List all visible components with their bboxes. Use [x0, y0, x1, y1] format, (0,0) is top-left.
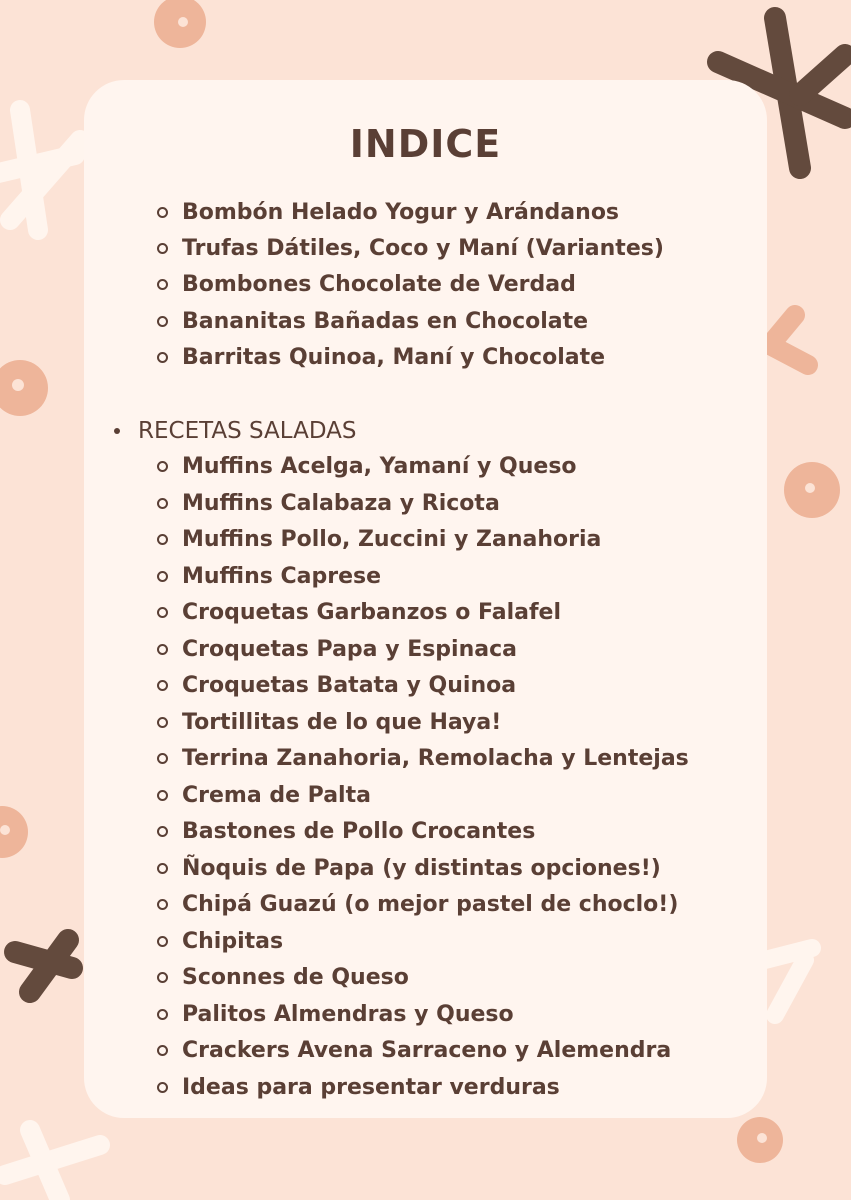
section-heading-salty: RECETAS SALADAS [114, 416, 357, 446]
list-item: Bombón Helado Yogur y Arándanos [157, 198, 619, 228]
circle-bullet-icon [157, 936, 168, 947]
circle-bullet-icon [157, 753, 168, 764]
list-item: Crackers Avena Sarraceno y Alemendra [157, 1036, 671, 1066]
circle-bullet-icon [157, 571, 168, 582]
list-item: Palitos Almendras y Queso [157, 1000, 514, 1030]
page-title: INDICE [349, 122, 502, 166]
circle-bullet-icon [157, 899, 168, 910]
circle-bullet-icon [157, 863, 168, 874]
list-item: Muffins Pollo, Zuccini y Zanahoria [157, 525, 601, 555]
list-item: Terrina Zanahoria, Remolacha y Lentejas [157, 744, 689, 774]
list-item: Croquetas Garbanzos o Falafel [157, 598, 561, 628]
circle-bullet-icon [157, 352, 168, 363]
list-item: Croquetas Papa y Espinaca [157, 635, 517, 665]
circle-bullet-icon [157, 534, 168, 545]
circle-bullet-icon [157, 607, 168, 618]
circle-bullet-icon [157, 1045, 168, 1056]
circle-bullet-icon [157, 461, 168, 472]
list-item: Muffins Calabaza y Ricota [157, 489, 500, 519]
star-decoration-cream-bottom [5, 1130, 100, 1200]
star-decoration-cream-right [765, 948, 812, 1015]
list-item: Tortillitas de lo que Haya! [157, 708, 501, 738]
circle-bullet-icon [157, 790, 168, 801]
circle-bullet-icon [157, 243, 168, 254]
dot-bullet-icon [114, 428, 120, 434]
list-item: Trufas Dátiles, Coco y Maní (Variantes) [157, 234, 664, 264]
ring-decoration-left-lower [0, 806, 28, 858]
ring-decoration-right [784, 462, 840, 518]
circle-bullet-icon [157, 972, 168, 983]
ring-decoration-left [0, 360, 48, 416]
circle-bullet-icon [157, 279, 168, 290]
cross-decoration-brown-left [15, 940, 72, 992]
circle-bullet-icon [157, 680, 168, 691]
list-item: Muffins Acelga, Yamaní y Queso [157, 452, 577, 482]
list-item: Crema de Palta [157, 781, 371, 811]
ring-decoration-bottom-right [737, 1117, 783, 1163]
circle-bullet-icon [157, 826, 168, 837]
list-item: Bombones Chocolate de Verdad [157, 270, 576, 300]
list-item: Chipá Guazú (o mejor pastel de choclo!) [157, 890, 678, 920]
circle-bullet-icon [157, 1082, 168, 1093]
list-item: Chipitas [157, 927, 283, 957]
list-item: Sconnes de Queso [157, 963, 409, 993]
circle-bullet-icon [157, 207, 168, 218]
list-item: Bananitas Bañadas en Chocolate [157, 307, 588, 337]
circle-bullet-icon [157, 316, 168, 327]
list-item: Ideas para presentar verduras [157, 1073, 560, 1103]
circle-bullet-icon [157, 498, 168, 509]
circle-bullet-icon [157, 717, 168, 728]
circle-bullet-icon [157, 644, 168, 655]
leaf-decoration-peach [770, 315, 808, 365]
list-item: Muffins Caprese [157, 562, 381, 592]
list-item: Ñoquis de Papa (y distintas opciones!) [157, 854, 661, 884]
list-item: Bastones de Pollo Crocantes [157, 817, 535, 847]
ring-decoration-top [154, 0, 206, 48]
circle-bullet-icon [157, 1009, 168, 1020]
list-item: Croquetas Batata y Quinoa [157, 671, 516, 701]
list-item: Barritas Quinoa, Maní y Chocolate [157, 343, 605, 373]
